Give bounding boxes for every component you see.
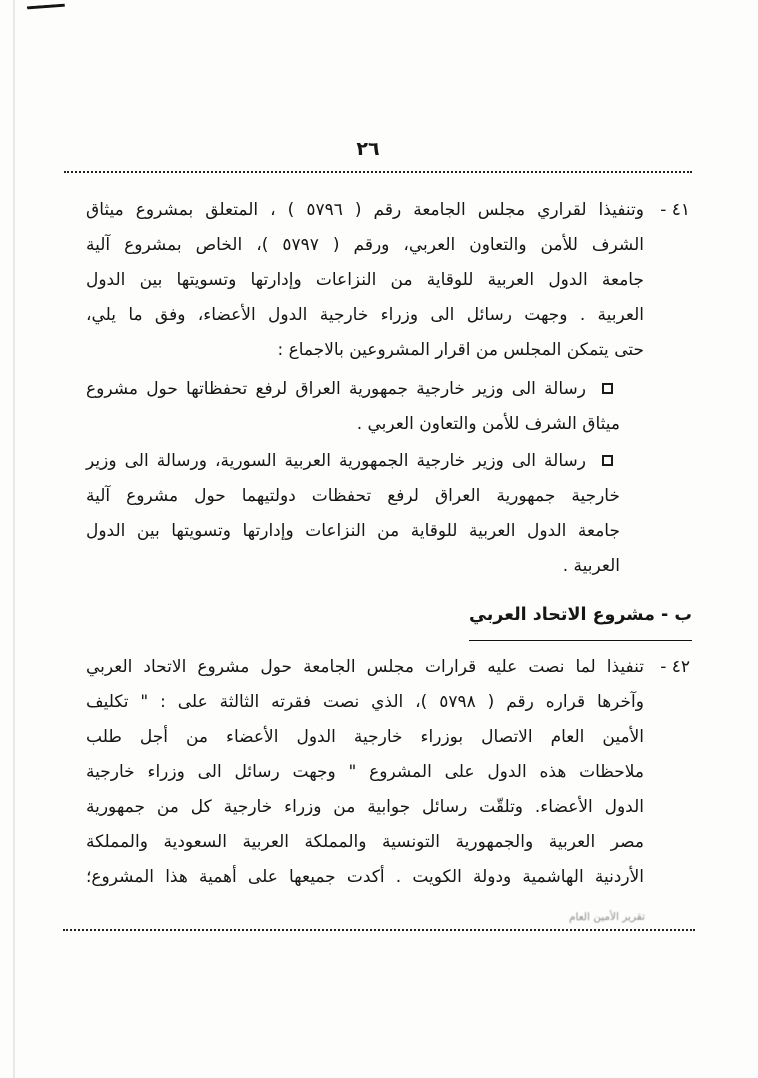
- top-dotted-rule: [64, 171, 692, 173]
- text-line: رسالة الى وزير خارجية جمهورية العراق لرفع تحفظاتها حول مشروع: [86, 379, 586, 399]
- text-line: العربية .: [562, 556, 620, 576]
- paragraph-42-text: [86, 650, 644, 895]
- text-line: خارجية جمهورية العراق لرفع تحفظات دولتيهما حول مشروع آلية: [86, 486, 620, 506]
- section-b-heading: [86, 598, 692, 641]
- page-number: ٢٦: [356, 138, 380, 160]
- scan-edge-artifact: [13, 0, 15, 1078]
- text-line: العربية . وجهت رسائل الى وزراء خارجية الدول الأعضاء، وفق ما يلي،: [86, 305, 644, 325]
- text-line: وآخرها قراره رقم ( ٥٧٩٨ )، الذي نصت فقرته الثالثة على : " تكليف: [86, 692, 644, 712]
- text-line: تنفيذا لما نصت عليه قرارات مجلس الجامعة حول مشروع الاتحاد العربي: [86, 657, 644, 677]
- paragraph-42-number: ٤٢ -: [660, 657, 690, 677]
- paragraph-41-number: ٤١ -: [660, 200, 690, 220]
- text-line: ميثاق الشرف للأمن والتعاون العربي .: [356, 414, 620, 434]
- list-item-1-text: [86, 372, 620, 442]
- list-item: [86, 444, 620, 584]
- paragraph-42: [86, 650, 692, 895]
- text-line: جامعة الدول العربية للوقاية من النزاعات وإدارتها وتسويتها بين الدول: [86, 270, 644, 290]
- text-line: الأمين العام الاتصال بوزراء خارجية الدول الأعضاء من أجل طلب: [86, 727, 644, 747]
- text-line: وتنفيذا لقراري مجلس الجامعة رقم ( ٥٧٩٦ ) ، المتعلق بمشروع ميثاق: [86, 200, 644, 220]
- text-line: جامعة الدول العربية للوقاية من النزاعات وإدارتها وتسويتها بين الدول: [86, 521, 620, 541]
- scan-corner-mark: [27, 4, 65, 14]
- section-b-heading-text: ب - مشروع الاتحاد العربي: [469, 598, 692, 641]
- paragraph-41-text: [86, 193, 644, 368]
- text-line: الشرف للأمن والتعاون العربي، ورقم ( ٥٧٩٧ )، الخاص بمشروع آلية: [86, 235, 645, 255]
- page-content: [86, 193, 692, 895]
- text-line: ملاحظات هذه الدول على المشروع " وجهت رسائل الى وزراء خارجية: [86, 762, 644, 782]
- faint-pencil-note: تقرير الأمين العام: [568, 910, 646, 924]
- list-item-2-text: [86, 444, 620, 584]
- text-line: الدول الأعضاء. وتلقّت رسائل جوابية من وزراء خارجية كل من جمهورية: [86, 797, 644, 817]
- text-line: رسالة الى وزير خارجية الجمهورية العربية السورية، ورسالة الى وزير: [86, 451, 586, 471]
- bottom-dotted-rule: [63, 929, 695, 931]
- text-line: حتى يتمكن المجلس من اقرار المشروعين بالاجماع :: [277, 340, 644, 360]
- square-bullet-icon: [602, 383, 613, 394]
- paragraph-41: [86, 193, 692, 368]
- text-line: الأردنية الهاشمية ودولة الكويت . أكدت جميعها على أهمية هذا المشروع؛: [86, 867, 644, 887]
- square-bullet-icon: [602, 455, 613, 466]
- text-line: مصر العربية والجمهورية التونسية والمملكة العربية السعودية والمملكة: [86, 832, 644, 852]
- list-item: [86, 372, 620, 442]
